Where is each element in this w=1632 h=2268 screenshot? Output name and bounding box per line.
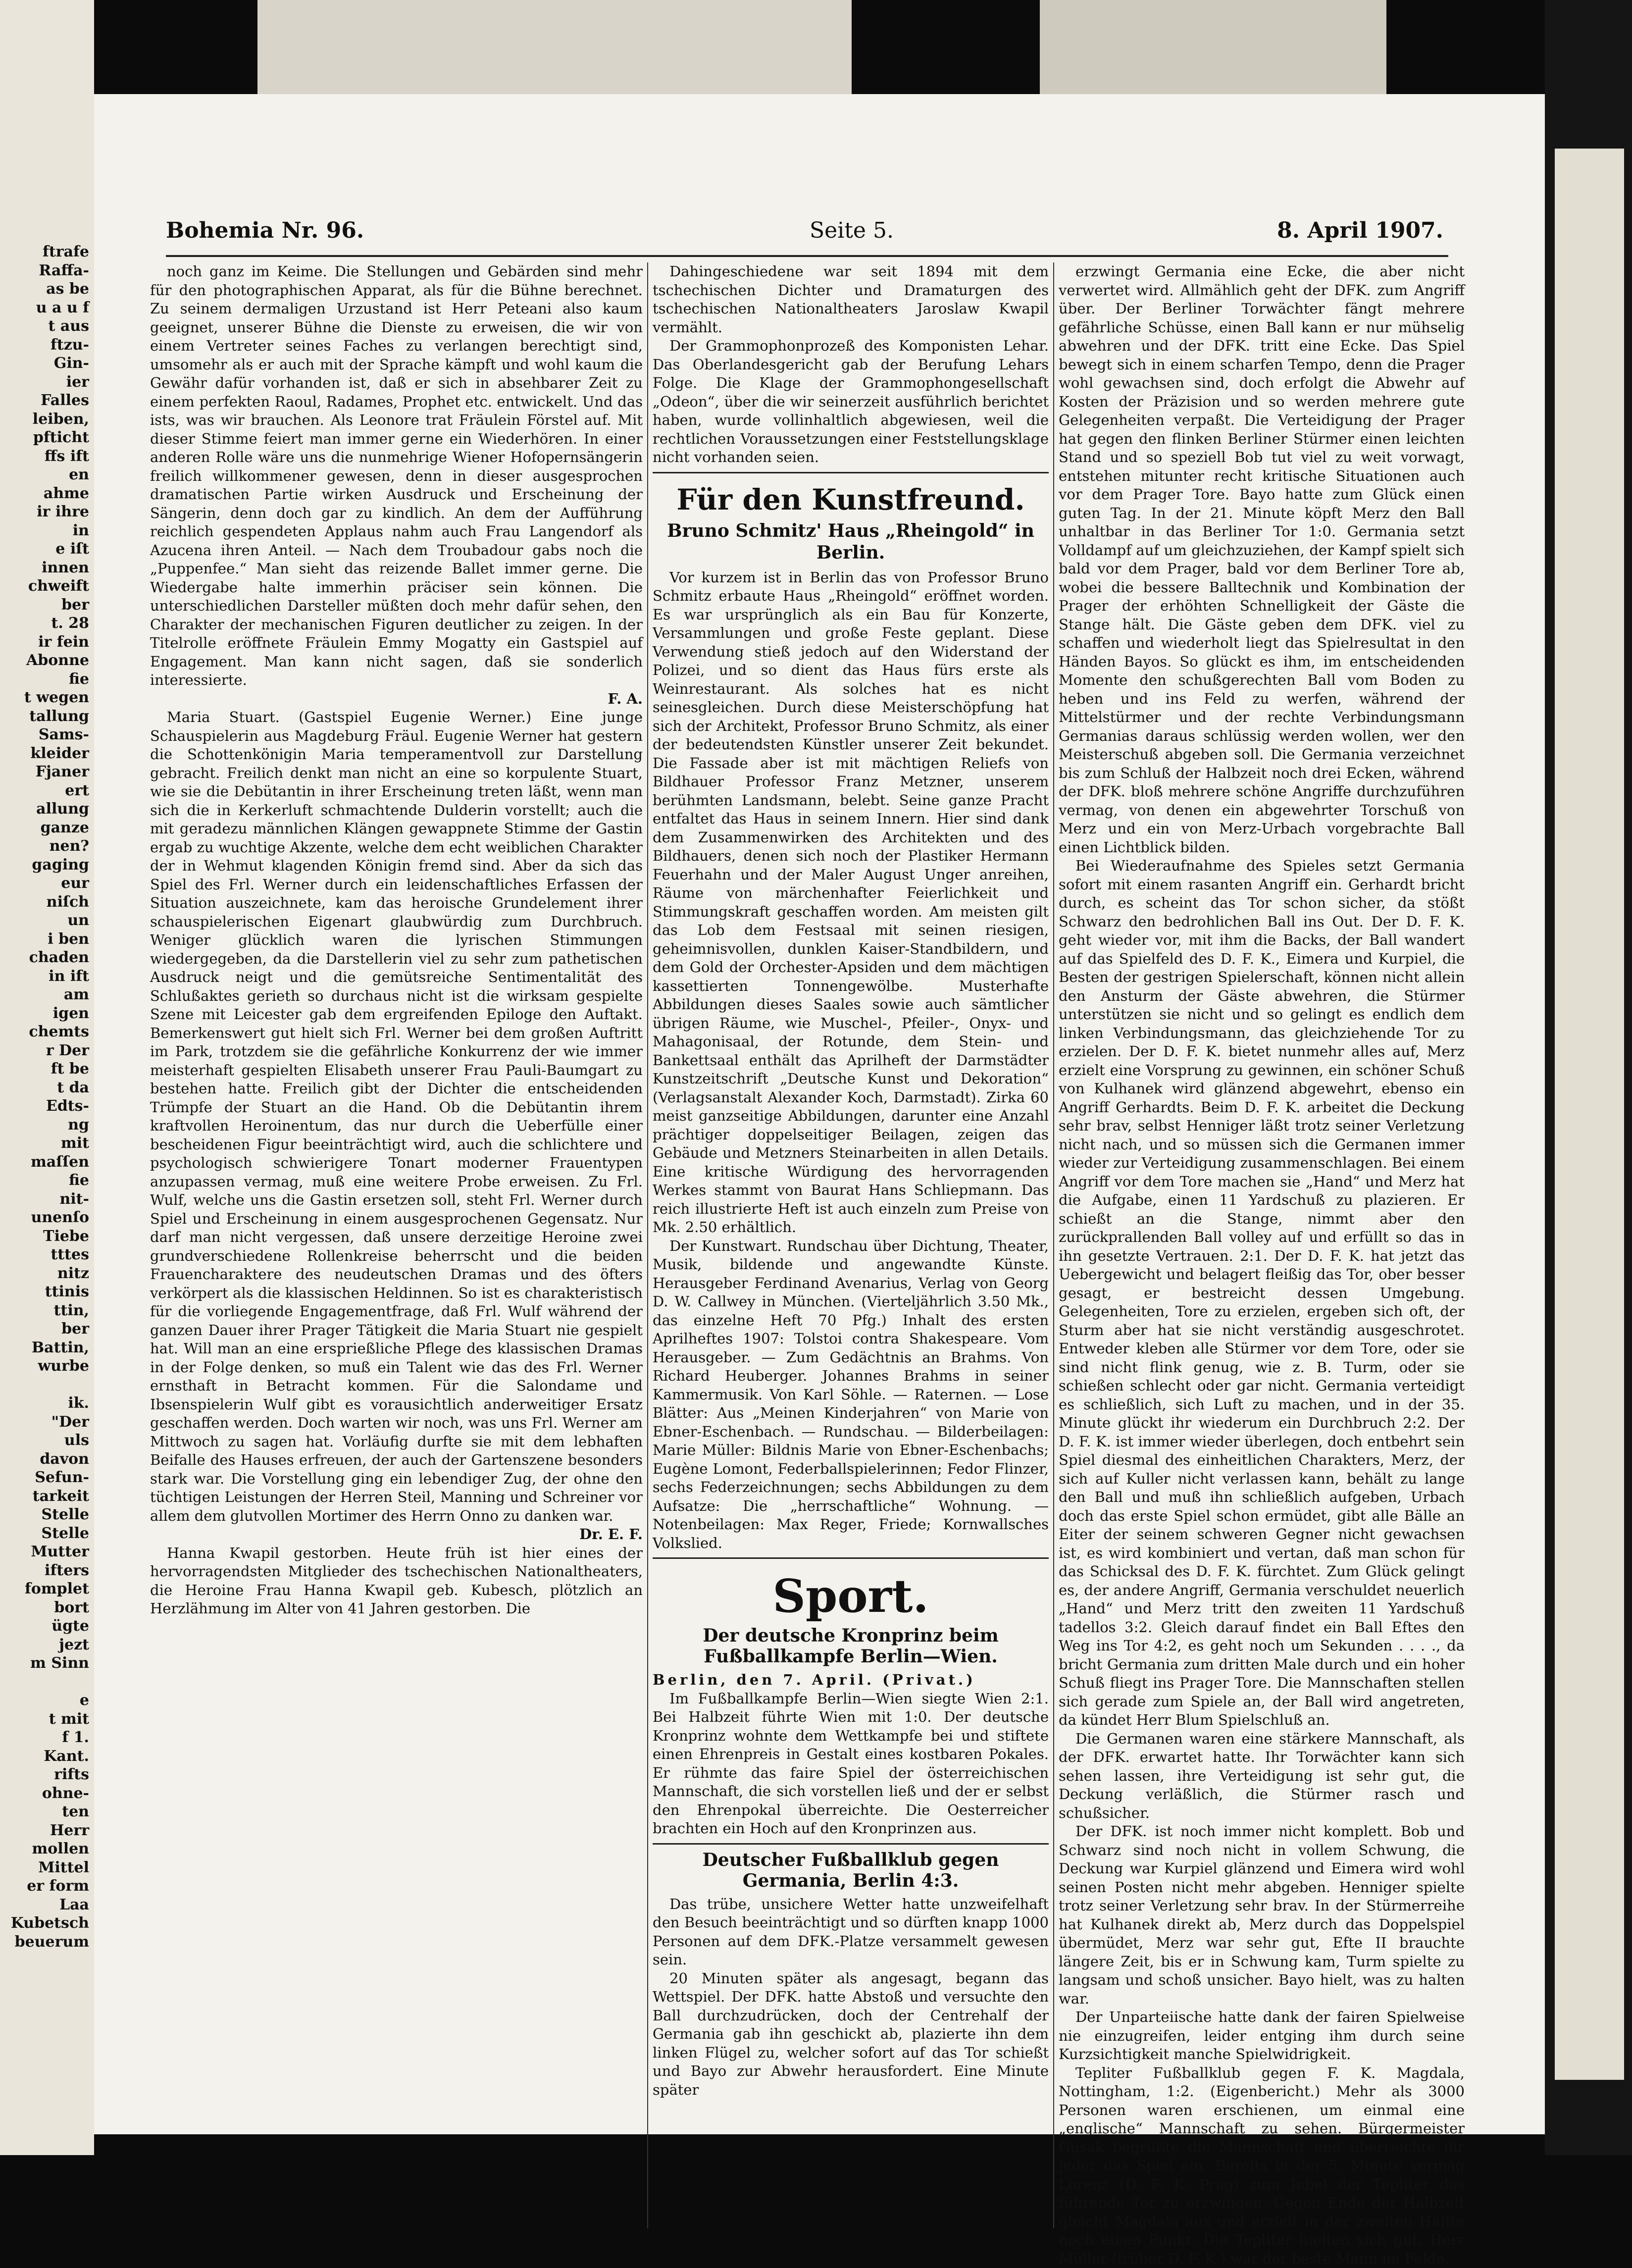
adjacent-page-fragment: un (0, 911, 89, 930)
adjacent-page-fragment: in (0, 521, 89, 540)
column-2 (653, 262, 1049, 2233)
adjacent-page-fragment: kleider (0, 744, 89, 763)
adjacent-page-fragment: eur (0, 874, 89, 893)
adjacent-page-fragment: Falles (0, 391, 89, 410)
adjacent-page-fragment: Gin- (0, 354, 89, 373)
page-header (166, 218, 1443, 253)
article-paragraph: Bei Wiederaufnahme des Spieles setzt Germania sofort mit einem rasanten Angriff ein. Gerhardt bricht durch, es scheint das Tor schon sicher, da stößt Schwarz den bedrohlichen Ball ins Out. Der D. F. K. geht wieder vor, mit ihm die Backs, der Ball wandert auf das Spielfeld des D. F. K., Eimera und Kurpiel, die Besten der gestrigen Spielerschaft, können nicht allein den Ansturm der Gäste abwehren, die Stürmer unterstützen sie nicht und so gelingt es endlich dem linken Verbindungsmann, das gleichziehende Tor zu erzielen. Der D. F. K. bietet nunmehr alles auf, Merz erzielt eine Vorsprung zu gewinnen, ein schöner Schuß von Kulhanek wird glänzend abgewehrt, ebenso ein Angriff Gerhardts. Beim D. F. K. arbeitet die Deckung sehr brav, selbst Henniger läßt trotz seiner Verletzung nicht nach, und so müssen sich die Germanen immer wieder zur Verteidigung zusammenschlagen. Bei einem Angriff vor dem Tore machen sie „Hand“ und Merz hat die Aufgabe, einen 11 Yardschuß zu plazieren. Er schießt an die Stange, nimmt aber den zurückprallenden Ball volley auf und erfüllt so das in ihn gesetzte Vertrauen. 2:1. Der D. F. K. hat jetzt das Uebergewicht und belagert fleißig das Tor, ober besser gesagt, er bestreicht dessen Umgebung. Gelegenheiten, Tore zu erzielen, ergeben sich oft, der Sturm aber hat sie nicht verständig ausgeschrotet. Entweder kleben alle Stürmer vor dem Tore, oder sie sind nicht flink genug, wie z. B. Turm, oder sie schießen schlecht oder gar nicht. Germania verteidigt es schließlich, sich Luft zu machen, und in der 35. Minute glückt ihr wiederum ein Durchbruch 2:2. Der D. F. K. ist immer wieder überlegen, doch entbehrt sein Spiel diesmal des einheitlichen Charakters, Merz, der sich auf Kuller nicht verlassen kann, behält zu lange den Ball und muß ihn schließlich aufgeben, Urbach doch das erste Spiel schon ermüdet, gibt alle Bälle an Eiter der seinem schweren Gegner nicht gewachsen ist, es wird kombiniert und vertan, daß man schon für das Schicksal des D. F. K. fürchtet. Zum Glück gelingt es, der andere Angriff, Germania verschuldet neuerlich „Hand“ und Merz tritt den zweiten 11 Yardschuß tadellos 3:2. Gleich darauf findet ein Ball Eftes den Weg ins Tor 4:2, es geht noch um Sekunden . . . ., da bricht Germania zum dritten Male durch und ein hoher Schuß fliegt ins Prager Tore. Die Mannschaften stellen sich gerade zum Spiele an, der Ball wird angetreten, da kündet Herr Blum Spielschluß an. (1059, 857, 1465, 1730)
adjacent-page-fragment: chemts (0, 1023, 89, 1041)
adjacent-page-fragment: tarkeit (0, 1487, 89, 1506)
adjacent-page-fragment: ir fein (0, 633, 89, 652)
adjacent-page-text (0, 0, 94, 2155)
signature: Dr. E. F. (150, 1525, 643, 1544)
article-headline-kronprinz: Der deutsche Kronprinz beim Fußballkampfe Berlin—Wien. (653, 1625, 1049, 1667)
adjacent-page-fragment: in ift (0, 967, 89, 986)
column-separator (1053, 262, 1054, 2228)
adjacent-page-fragment: t da (0, 1079, 89, 1097)
adjacent-page-fragment: i ben (0, 930, 89, 949)
adjacent-page-fragment: ng (0, 1116, 89, 1134)
adjacent-page-fragment: e iſt (0, 540, 89, 559)
adjacent-page-fragment: Raffa- (0, 261, 89, 280)
adjacent-page-fragment: t aus (0, 317, 89, 336)
adjacent-page-fragment: Tiebe (0, 1227, 89, 1246)
section-rule (653, 472, 1049, 473)
adjacent-page-fragment: nit- (0, 1190, 89, 1209)
sport-article-1 (653, 1671, 1049, 1838)
adjacent-page-fragment: davon (0, 1450, 89, 1469)
article-paragraph: Der Grammophonprozeß des Komponisten Lehar. Das Oberlandesgericht gab der Berufung Lehars Folge. Die Klage der Grammophongesellschaft „Odeon“, über die wir seinerzeit ausführlich berichtet haben, wurde vollinhaltlich abgewiesen, weil die rechtlichen Voraussetzungen einer Feststellungsklage nicht vorhanden seien. (653, 337, 1049, 467)
column-separator (647, 262, 648, 2228)
signature: F. A. (150, 690, 643, 709)
adjacent-page-fragment: ügte (0, 1617, 89, 1636)
adjacent-page-fragment: ert (0, 781, 89, 800)
adjacent-page-fragment: en (0, 465, 89, 484)
adjacent-page-fragment: chaden (0, 948, 89, 967)
column-2-top (653, 262, 1049, 467)
adjacent-page-fragment: u a u f (0, 299, 89, 317)
adjacent-page-fragment: rifts (0, 1765, 89, 1784)
article-paragraph: Tepliter Fußballklub gegen F. K. Magdala, Nottingham, 1:2. (Eigenbericht.) Mehr als 3000 Personen waren erschienen, um einmal eine „englische“ Mannschaft zu sehen. Bürgermeister Gusak begrüßte die Mannschaft und überreichte ihr jeder das Spiel ein. Bereits in der 5. Minute vermag Lorenz (D. F. K. Prag) zum Jubel der Tepliter das führende Tor zu erzwingen. Gegen Ende der Halbzeit gleicht Magdala aus und erzielt in der zweiten Hälfte noch einen Punkt. Die Tepliter hielten sich gut, Herr Müller (früher D. F. K.) war der beste Mann im Felde. (1059, 2064, 1465, 2268)
adjacent-page-fragment: ttinis (0, 1283, 89, 1301)
article-paragraph: erzwingt Germania eine Ecke, die aber nicht verwertet wird. Allmählich geht der DFK. zum Angriff über. Der Berliner Torwächter fängt mehrere gefährliche Schüsse, einen Ball kann er nur mühselig abwehren und der DFK. tritt eine Ecke. Das Spiel bewegt sich in einem scharfen Tempo, denn die Prager wohl gewachsen sind, doch erfolgt die Abwehr auf Kosten der Präzision und so werden mehrere gute Gelegenheiten verpaßt. Die Verteidigung der Prager hat gegen den flinken Berliner Stürmer einen leichten Stand und so speziell Bob tut viel zu weit vorwagt, entstehen mitunter recht kritische Situationen auch vor dem Prager Tore. Bayo hatte zum Glück einen guten Tag. In der 21. Minute köpft Merz den Ball unhaltbar in das Berliner Tor 1:0. Germania setzt Volldampf auf um gleichzuziehen, der Kampf spielt sich bald vor dem Prager, bald vor dem Berliner Tore ab, wobei die bessere Balltechnik und Kombination der Prager der erhöhten Schnelligkeit der Gäste die Stange hält. Die Gäste geben dem DFK. viel zu schaffen und wiederholt liegt das Spielresultat in den Händen Bayos. So glückt es ihm, im entscheidenden Momente den schußgerechten Ball vom Boden zu heben und ins Feld zu werfen, während der Mittelstürmer und der rechte Verbindungsmann Germanias daraus schlüssig werden wollen, wer den Meisterschuß abgeben soll. Die Germania verzeichnet bis zum Schluß der Halbzeit noch drei Ecken, während der DFK. bloß mehrere schöne Angriffe durchzuführen vermag, von denen ein abgewehrter Torschuß von Merz und ein von Merz-Urbach vorgebrachte Ball einen Lichtblick bilden. (1059, 262, 1465, 857)
adjacent-page-fragment: r Der (0, 1041, 89, 1060)
adjacent-page-fragment: Mutter (0, 1543, 89, 1561)
film-edge-top-right (1040, 0, 1386, 99)
adjacent-page-fragment: jezt (0, 1636, 89, 1654)
adjacent-page-fragment: ohne- (0, 1784, 89, 1803)
adjacent-page-fragment: am (0, 985, 89, 1004)
adjacent-page-fragment: tallung (0, 707, 89, 726)
adjacent-page-fragment: nitz (0, 1264, 89, 1283)
section-rule (653, 1557, 1049, 1559)
adjacent-page-fragment: ifters (0, 1561, 89, 1580)
next-page-edge (1555, 149, 1624, 2080)
adjacent-page-fragment: ft be (0, 1060, 89, 1079)
adjacent-page-fragment: Laa (0, 1896, 89, 1914)
article-paragraph: 20 Minuten später als angesagt, begann das Wettspiel. Der DFK. hatte Abstoß und versuchte den Ball durchzudrücken, doch der Centrehalf der Germania gab ihn geschickt ab, plazierte ihn dem linken Flügel zu, welcher sofort auf das Tor schießt und Bayo zur Abwehr herausfordert. Eine Minute später (653, 1969, 1049, 2100)
film-edge-right (1545, 0, 1632, 2155)
article-paragraph: Im Fußballkampfe Berlin—Wien siegte Wien 2:1. Bei Halbzeit führte Wien mit 1:0. Der deutsche Kronprinz wohnte dem Wettkampfe bei und stiftete einen Ehrenpreis in Gestalt eines kostbaren Pokales. Er rühmte das faire Spiel der österreichischen Mannschaft, die sich vorstellen ließ und der er selbst den Ehrenpokal überreichte. Die Oesterreicher brachten ein Hoch auf den Kronprinzen aus. (653, 1690, 1049, 1838)
adjacent-page-fragment: gaging (0, 856, 89, 875)
adjacent-page-fragment: igen (0, 1004, 89, 1023)
adjacent-page-fragment: Fjaner (0, 763, 89, 781)
adjacent-page-fragment: ffs ift (0, 447, 89, 466)
adjacent-page-fragment: Kant. (0, 1747, 89, 1766)
adjacent-page-fragment: ir ihre (0, 503, 89, 521)
adjacent-page-fragment: m Sinn (0, 1654, 89, 1673)
adjacent-page-fragment: nen? (0, 837, 89, 856)
adjacent-page-fragment: tttes (0, 1245, 89, 1264)
adjacent-page-fragment: ier (0, 373, 89, 392)
issue-date: 8. April 1907. (1277, 218, 1443, 243)
adjacent-page-fragment: Abonne (0, 651, 89, 670)
adjacent-page-fragment: mollen (0, 1840, 89, 1858)
adjacent-page-fragment: Kubetsch (0, 1914, 89, 1933)
adjacent-page-fragment: bort (0, 1598, 89, 1617)
adjacent-page-fragment: as be (0, 280, 89, 299)
adjacent-page-fragment: t. 28 (0, 614, 89, 633)
adjacent-page-fragment (0, 1376, 89, 1394)
article-paragraph: Hanna Kwapil gestorben. Heute früh ist hier eines der hervorragendsten Mitglieder des tschechischen Nationaltheaters, die Heroine Frau Hanna Kwapil geb. Kubesch, plötzlich an Herzlähmung im Alter von 41 Jahren gestorben. Die (150, 1544, 643, 1618)
header-rule (166, 255, 1448, 257)
article-rule (653, 1843, 1049, 1845)
adjacent-page-fragment: Stelle (0, 1505, 89, 1524)
adjacent-page-fragment: Battin, (0, 1339, 89, 1357)
adjacent-page-fragment: e (0, 1691, 89, 1710)
adjacent-page-fragment: leiben, (0, 410, 89, 429)
adjacent-page-fragment: ber (0, 596, 89, 615)
adjacent-page-fragment: ttin, (0, 1301, 89, 1320)
article-headline-rheingold: Bruno Schmitz' Haus „Rheingold“ in Berlin. (653, 520, 1049, 564)
adjacent-page-fragment: innen (0, 559, 89, 577)
adjacent-page-fragment: beuerum (0, 1933, 89, 1952)
adjacent-page-fragment (0, 1673, 89, 1692)
film-edge-top (257, 0, 852, 99)
adjacent-page-fragment: niſch (0, 893, 89, 912)
article-paragraph: Das trübe, unsichere Wetter hatte unzweifelhaft den Besuch beeinträchtigt und so dürften knapp 1000 Personen auf dem DFK.-Platze versammelt gewesen sein. (653, 1895, 1049, 1969)
adjacent-page-fragment: Sefun- (0, 1468, 89, 1487)
newspaper-page (94, 94, 1545, 2134)
adjacent-page-fragment: ahme (0, 484, 89, 503)
article-headline-dfk-germania: Deutscher Fußballklub gegen Germania, Berlin 4:3. (653, 1850, 1049, 1891)
section-title-sport: Sport. (653, 1569, 1049, 1623)
adjacent-page-fragment: uls (0, 1431, 89, 1450)
adjacent-page-fragment: Stelle (0, 1524, 89, 1543)
adjacent-page-fragment: maſſen (0, 1153, 89, 1172)
adjacent-page-fragment: unenſo (0, 1208, 89, 1227)
adjacent-page-fragment: Mittel (0, 1858, 89, 1877)
adjacent-page-strip (0, 0, 94, 2155)
sport-article-2 (653, 1895, 1049, 2100)
article-paragraph: Maria Stuart. (Gastspiel Eugenie Werner.) Eine junge Schauspielerin aus Magdeburg Fräul. Eugenie Werner hat gestern die Schottenkönigin Maria temperamentvoll zur Darstellung gebracht. Freilich denkt man nicht an eine so korpulente Stuart, wie sie die Debütantin in ihrer Erscheinung treten läßt, wenn man sich die in Kerkerluft schmachtende Dulderin vorstellt; auch die mit geradezu männlichen Klängen gewappnete Stimme der Gastin ergab zu wuchtige Akzente, welche dem echt weiblichen Charakter der in Wehmut klagenden Königin fremd sind. Aber da sich das Spiel des Frl. Werner durch ein leidenschaftliches Erfassen der Situation auszeichnete, kam das heroische Grundelement ihrer schauspielerischen Eigenart glaubwürdig zum Durchbruch. Weniger glücklich waren die lyrischen Stimmungen wiedergegeben, da die Darstellerin viel zu sehr zum pathetischen Ausdruck neigt und die gemütsreiche Sentimentalität des Schlußaktes gerieth so durchaus nicht ist die wirksam gespielte Szene mit Leicester gab dem ergreifenden Epiloge den Auftakt. Bemerkenswert gut hielt sich Frl. Werner bei dem großen Auftritt im Park, trotzdem sie die gefährliche Konkurrenz der wie immer meisterhaft gespielten Elisabeth unserer Frau Pauli-Baumgart zu bestehen hatte. Freilich gibt der Dichter die entscheidenden Trümpfe der Stuart an die Hand. Ob die Debütantin ihrem kraftvollen Heroinentum, das nur durch die Ueberfülle einer bescheidenen Figur beeinträchtigt wird, auch die schlichtere und psychologisch schwierigere Tonart moderner Frauentypen anzupassen vermag, muß eine weitere Probe erweisen. Zu Frl. Wulf, welche uns die Gastin ersetzen soll, steht Frl. Werner durch Spiel und Erscheinung in einem ausgesprochenen Gegensatz. Nur darf man nicht vergessen, daß unsere derzeitige Heroine zwei grundverschiedene Rollenkreise beherrscht und die beiden Frauencharaktere des neudeutschen Dramas und des öfters verkörpert als die klassischen Heldinnen. So ist es charakteristisch für die vorliegende Engagementfrage, daß Frl. Wulf während der ganzen Dauer ihrer Prager Tätigkeit die Maria Stuart nie gespielt hat. Will man an eine ersprießliche Pflege des klassischen Dramas in der Folge denken, so muß ein Talent wie das des Frl. Werner ernsthaft in Betracht kommen. Für die Salondame und Ibsenspielerin Wulf gibt es vorausichtlich anderweitiger Ersatz geschaffen werden. Doch warten wir noch, was uns Frl. Werner am Mittwoch zu sagen hat. Vorläufig durfte sie mit dem lebhaften Beifalle des Hauses erfreuen, der auch der Gartenszene besonders stark war. Die Vorstellung ging ein lebendiger Zug, der ohne den tüchtigen Leistungen der Herren Steil, Manning und Schreiner vor allem dem glutvollen Mortimer des Herrn Onno zu danken war. (150, 708, 643, 1525)
page-number: Seite 5. (810, 218, 894, 243)
section-title-kunstfreund: Für den Kunstfreund. (653, 482, 1049, 517)
adjacent-page-fragment: Edts- (0, 1097, 89, 1116)
adjacent-page-fragment: ftzu- (0, 336, 89, 355)
adjacent-page-fragment: t wegen (0, 688, 89, 707)
adjacent-page-fragment: Herr (0, 1821, 89, 1840)
adjacent-page-fragment: "Der (0, 1413, 89, 1432)
masthead-issue: Bohemia Nr. 96. (166, 218, 364, 243)
adjacent-page-fragment: Sams- (0, 725, 89, 744)
adjacent-page-fragment: fomplet (0, 1580, 89, 1598)
article-paragraph: Vor kurzem ist in Berlin das von Professor Bruno Schmitz erbaute Haus „Rheingold“ eröffnet worden. Es war ursprünglich als ein Bau für Konzerte, Versammlungen und große Feste geplant. Diese Verwendung stieß jedoch auf den Widerstand der Polizei, und so dient das Haus fürs erste als Weinrestaurant. Als solches hat es nicht seinesgleichen. Durch diese Meisterschöpfung hat sich der Architekt, Professor Bruno Schmitz, als einer der bedeutendsten Künstler unserer Zeit bekundet. Die Fassade aber ist mit mächtigen Reliefs von Bildhauer Professor Franz Metzner, unserem berühmten Landsmann, belebt. Seine ganze Pracht entfaltet das Haus in seinem Innern. Hier sind dank dem Zusammenwirken des Architekten und des Bildhauers, denen sich noch der Plastiker Hermann Feuerhahn und der Maler August Unger anreihen, Räume von märchenhafter Feierlichkeit und Stimmungskraft geschaffen worden. Am meisten gilt das Lob dem Festsaal mit seinen riesigen, geheimnisvollen, dunklen Kaiser-Standbildern, und dem Gold der Orchester-Apsiden und dem mächtigen kassettierten Tonnengewölbe. Musterhafte Abbildungen dieses Saales sowie auch sämtlicher übrigen Räume, wie Muschel-, Pfeiler-, Onyx- und Mahagonisaal, der Rotunde, dem Stein- und Bankettsaal enthält das Aprilheft der Darmstädter Kunstzeitschrift „Deutsche Kunst und Dekoration“ (Verlagsanstalt Alexander Koch, Darmstadt). Zirka 60 meist ganzseitige Abbildungen, darunter eine Anzahl prächtiger doppelseitiger Beilagen, zeigen das Gebäude und Metzners Steinarbeiten in allen Details. Eine kritische Würdigung des hervorragenden Werkes stammt von Baurat Hans Schliepmann. Das reich illustrierte Heft ist auch einzeln zum Preise von Mk. 2.50 erhältlich. (653, 568, 1049, 1237)
dateline: Berlin, den 7. April. (Privat.) (653, 1671, 1049, 1690)
adjacent-page-fragment: t mit (0, 1710, 89, 1729)
adjacent-page-fragment: fie (0, 1171, 89, 1190)
article-paragraph: Der Unparteiische hatte dank der fairen Spielweise nie einzugreifen, leider entging ihm durch seine Kurzsichtigkeit manche Spielwidrigkeit. (1059, 2008, 1465, 2064)
adjacent-page-fragment: ftrafe (0, 243, 89, 261)
adjacent-page-fragment: ik. (0, 1394, 89, 1413)
column-3 (1059, 262, 1465, 2233)
adjacent-page-fragment: ten (0, 1803, 89, 1821)
article-paragraph: noch ganz im Keime. Die Stellungen und Gebärden sind mehr für den photographischen Apparat, als für die Bühne berechnet. Zu seinem dermaligen Urzustand ist Herr Peteani also kaum geeignet, unserer Bühne die Dienste zu erweisen, die wir von einem Vertreter seines Faches zu verlangen berechtigt sind, umsomehr als er auch mit der Sprache kämpft und wohl kaum die Gewähr dafür vorhanden ist, daß er sich in absehbarer Zeit zu einem perfekten Raoul, Radames, Prophet etc. entwickelt. Und das ists, was wir brauchen. Als Leonore trat Fräulein Förstel auf. Mit dieser Stimme feiert man immer gerne ein Wiederhören. In einer anderen Rolle wäre uns die nunmehrige Wiener Hofopernsängerin freilich willkommener gewesen, denn in dieser ausgesprochen dramatischen Partie wirken Ausdruck und Erscheinung der Sängerin, denn doch gar zu kindlich. An dem der Aufführung reichlich gespendeten Applaus nahm auch Frau Langendorf als Azucena ihren Anteil. — Nach dem Troubadour gabs noch die „Puppenfee.“ Man sieht das reizende Ballet immer gerne. Die Wiedergabe halte immerhin präciser sein können. Die unterschiedlichen Darsteller müßten doch mehr dafür sehen, den Charakter der mechanischen Figuren deutlicher zu zeigen. In der Titelrolle eröffnete Fräulein Emmy Mogatty ein Gastspiel auf Engagement. Man kann nicht sagen, daß sie sonderlich interessierte. (150, 262, 643, 690)
adjacent-page-fragment: mit (0, 1134, 89, 1153)
adjacent-page-fragment: chweift (0, 577, 89, 596)
adjacent-page-fragment: ber (0, 1320, 89, 1339)
kunst-articles (653, 568, 1049, 1553)
adjacent-page-fragment: ganze (0, 819, 89, 837)
article-paragraph: Die Germanen waren eine stärkere Mannschaft, als der DFK. erwartet hatte. Ihr Torwächter kann sich sehen lassen, ihre Verteidigung ist sehr gut, die Deckung verläßlich, die Stürmer rasch und schußsicher. (1059, 1730, 1465, 1823)
adjacent-page-fragment: pfticht (0, 428, 89, 447)
adjacent-page-fragment: allung (0, 800, 89, 819)
adjacent-page-fragment: f 1. (0, 1728, 89, 1747)
column-1 (150, 262, 643, 2233)
adjacent-page-fragment: fie (0, 670, 89, 689)
article-paragraph: Der DFK. ist noch immer nicht komplett. Bob und Schwarz sind noch nicht in vollem Schwung, die Deckung war Kurpiel glänzend und Eimera wird wohl seinen Posten nicht mehr abgeben. Henniger spielte trotz seiner Verletzung sehr brav. In der Stürmerreihe hat Kulhanek direkt ab, Merz durch das Doppelspiel übermüdet, Merz war sehr gut, Efte II brauchte längere Zeit, bis er in Schwung kam, Turm spielte zu langsam und schoß unsicher. Bayo hielt, was zu halten war. (1059, 1822, 1465, 2008)
article-paragraph: Der Kunstwart. Rundschau über Dichtung, Theater, Musik, bildende und angewandte Künste. Herausgeber Ferdinand Avenarius, Verlag von Georg D. W. Callwey in München. (Vierteljährlich 3.50 Mk., das einzelne Heft 70 Pfg.) Inhalt des ersten Aprilheftes 1907: Tolstoi contra Shakespeare. Vom Herausgeber. — Zum Gedächtnis an Brahms. Von Richard Heuberger. Johannes Brahms in seiner Kammermusik. Von Karl Söhle. — Raternen. — Lose Blätter: Aus „Meinen Kinderjahren“ von Marie von Ebner-Eschenbach. — Rundschau. — Bilderbeilagen: Marie Müller: Bildnis Marie von Ebner-Eschenbachs; Eugène Lomont, Federballspielerinnen; Fedor Flinzer, sechs Federzeichnungen; sechs Abbildungen zu dem Aufsatze: Die „herrschaftliche“ Wohnung. — Notenbeilagen: Max Reger, Friede; Kornwallsches Volkslied. (653, 1237, 1049, 1553)
adjacent-page-fragment: er form (0, 1877, 89, 1896)
adjacent-page-fragment: wurbe (0, 1357, 89, 1376)
article-paragraph: Dahingeschiedene war seit 1894 mit dem tschechischen Dichter und Dramaturgen des tschechischen Nationaltheaters Jaroslaw Kwapil vermählt. (653, 262, 1049, 337)
